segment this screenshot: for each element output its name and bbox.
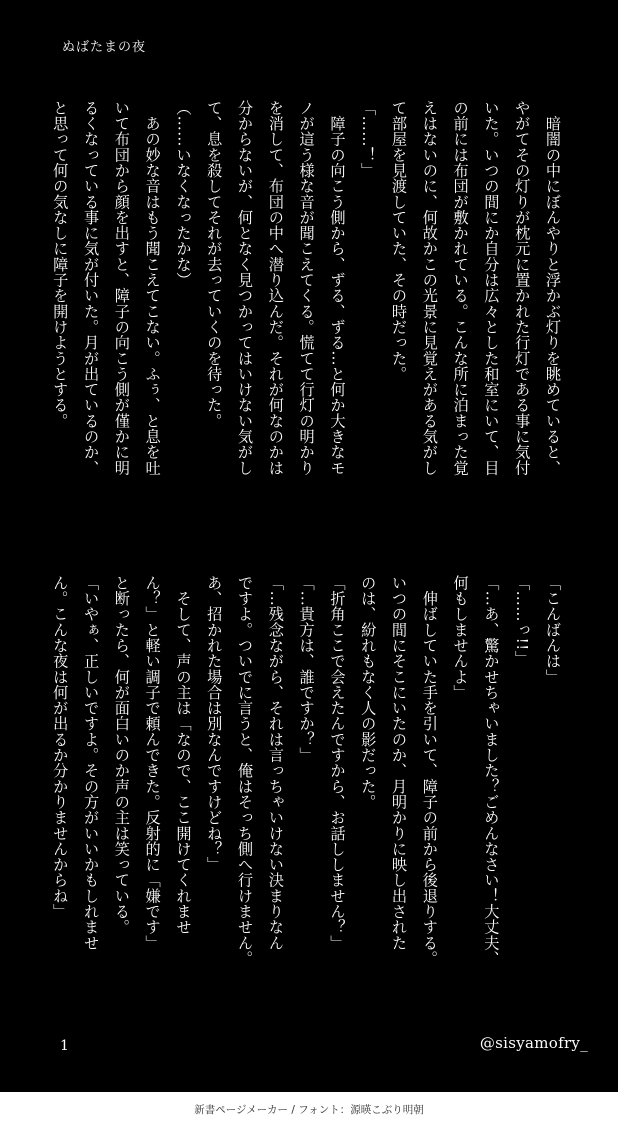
story-text-bottom: 「こんばんは」 「……っ!!」 「…あ、驚かせちゃいました？ごめんなさい！大丈夫、 何もしませんよ」 伸ばしていた手を引いて、障子の前から後退りする。 いつの間にそこにいたのか、月明かりに映し出された のは、紛れもなく人の影だった。 「折角ここで会えたんですから、お話ししません？」 「…貴方は、誰ですか？」 「…残念ながら、それは言っちゃいけない決まりなん ですよ。ついでに言うと、俺はそっち側へ行けません。 あ、招かれた場合は別なんですけどね？」 そして、声の主は「なので、ここ開けてくれませ ん？」と軽い調子で頼んできた。反射的に「嫌です」 と断ったら、何が面白いのか声の主は笑っている。 「いやぁ、正しいですよ。その方がいいかもしれませ ん。こんな夜は何が出るか分かりませんからね」 (51, 575, 562, 967)
generator-credit: 新書ページメーカー / フォント：源暎こぶり明朝 (194, 1104, 424, 1116)
page-number: 1 (60, 1038, 69, 1054)
author-handle: @sisyamofry_ (479, 1034, 588, 1052)
story-text-top: 暗闇の中にぼんやりと浮かぶ灯りを眺めていると、 やがてその灯りが枕元に置かれた行灯である事に気付 いた。いつの間にか自分は広々とした和室にいて、目 の前には布団が敷かれている。こんな所に泊まった覚 えはないのに、何故かこの光景に見覚えがある気がし て部屋を見渡していた、その時だった。 「……！」 障子の向こう側から、ずる、ずる…と何か大きなモ ノが這う様な音が聞こえてくる。慌てて行灯の明かり を消して、布団の中へ潜り込んだ。それが何なのかは 分からないが、何となく見つかってはいけない気がし て、息を殺してそれが去っていくのを待った。 （……いなくなったかな） あの妙な音はもう聞こえてこない。ふぅ、と息を吐 いて布団から顔を出すと、障子の向こう側が僅かに明 るくなっている事に気が付いた。月が出ているのか、 と思って何の気なしに障子を開けようとする。 (51, 100, 562, 476)
page-title: ぬばたまの夜 (62, 40, 147, 55)
